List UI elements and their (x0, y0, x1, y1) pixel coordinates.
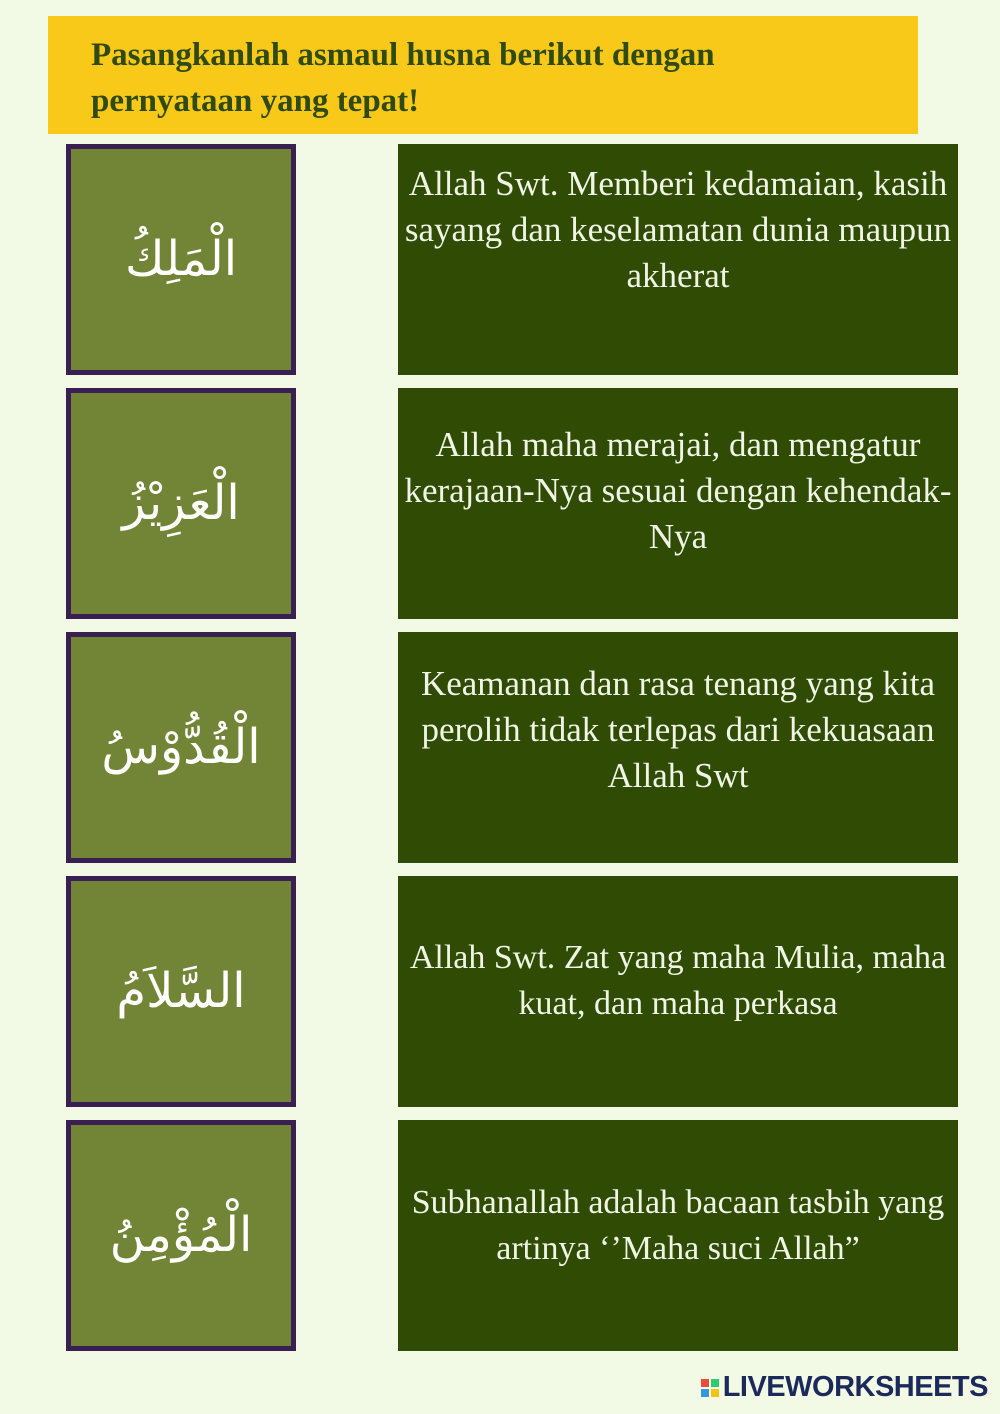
statement-card[interactable] (398, 632, 958, 863)
arabic-name-text: الْمَلِكُ (124, 231, 238, 288)
statement-text: Subhanallah adalah bacaan tasbih yang artinya ‘’Maha suci Allah” (411, 1183, 945, 1267)
statement-text: Allah maha merajai, dan mengatur kerajaan-Nya sesuai dengan kehendak-Nya (404, 424, 952, 556)
statement-card[interactable] (398, 1120, 958, 1351)
instruction-text: Pasangkanlah asmaul husna berikut dengan pernyataan yang tepat! (91, 37, 715, 119)
statement-text: Allah Swt. Memberi kedamaian, kasih sayang dan keselamatan dunia maupun akherat (404, 163, 952, 295)
statement-text: Allah Swt. Zat yang maha Mulia, maha kuat, dan maha perkasa (409, 938, 947, 1022)
statement-text: Keamanan dan rasa tenang yang kita perolih tidak terlepas dari kekuasaan Allah Swt (420, 663, 936, 795)
arabic-name-text: الْمُؤْمِنُ (109, 1207, 253, 1264)
arabic-name-text: السَّلاَمُ (116, 963, 246, 1020)
statement-card[interactable] (398, 144, 958, 375)
arabic-name-card[interactable] (66, 144, 296, 375)
arabic-name-text: الْقُدُّوْسُ (101, 719, 261, 776)
arabic-name-card[interactable] (66, 632, 296, 863)
arabic-name-card[interactable] (66, 876, 296, 1107)
brand-name: LIVEWORKSHEETS (722, 1371, 988, 1403)
instruction-banner (48, 16, 918, 134)
statement-card[interactable] (398, 876, 958, 1107)
arabic-name-text: الْعَزِيْزُ (122, 475, 240, 532)
liveworksheets-logo[interactable] (701, 1371, 988, 1404)
liveworksheets-mark-icon (701, 1379, 719, 1397)
arabic-name-card[interactable] (66, 1120, 296, 1351)
arabic-name-card[interactable] (66, 388, 296, 619)
statement-card[interactable] (398, 388, 958, 619)
